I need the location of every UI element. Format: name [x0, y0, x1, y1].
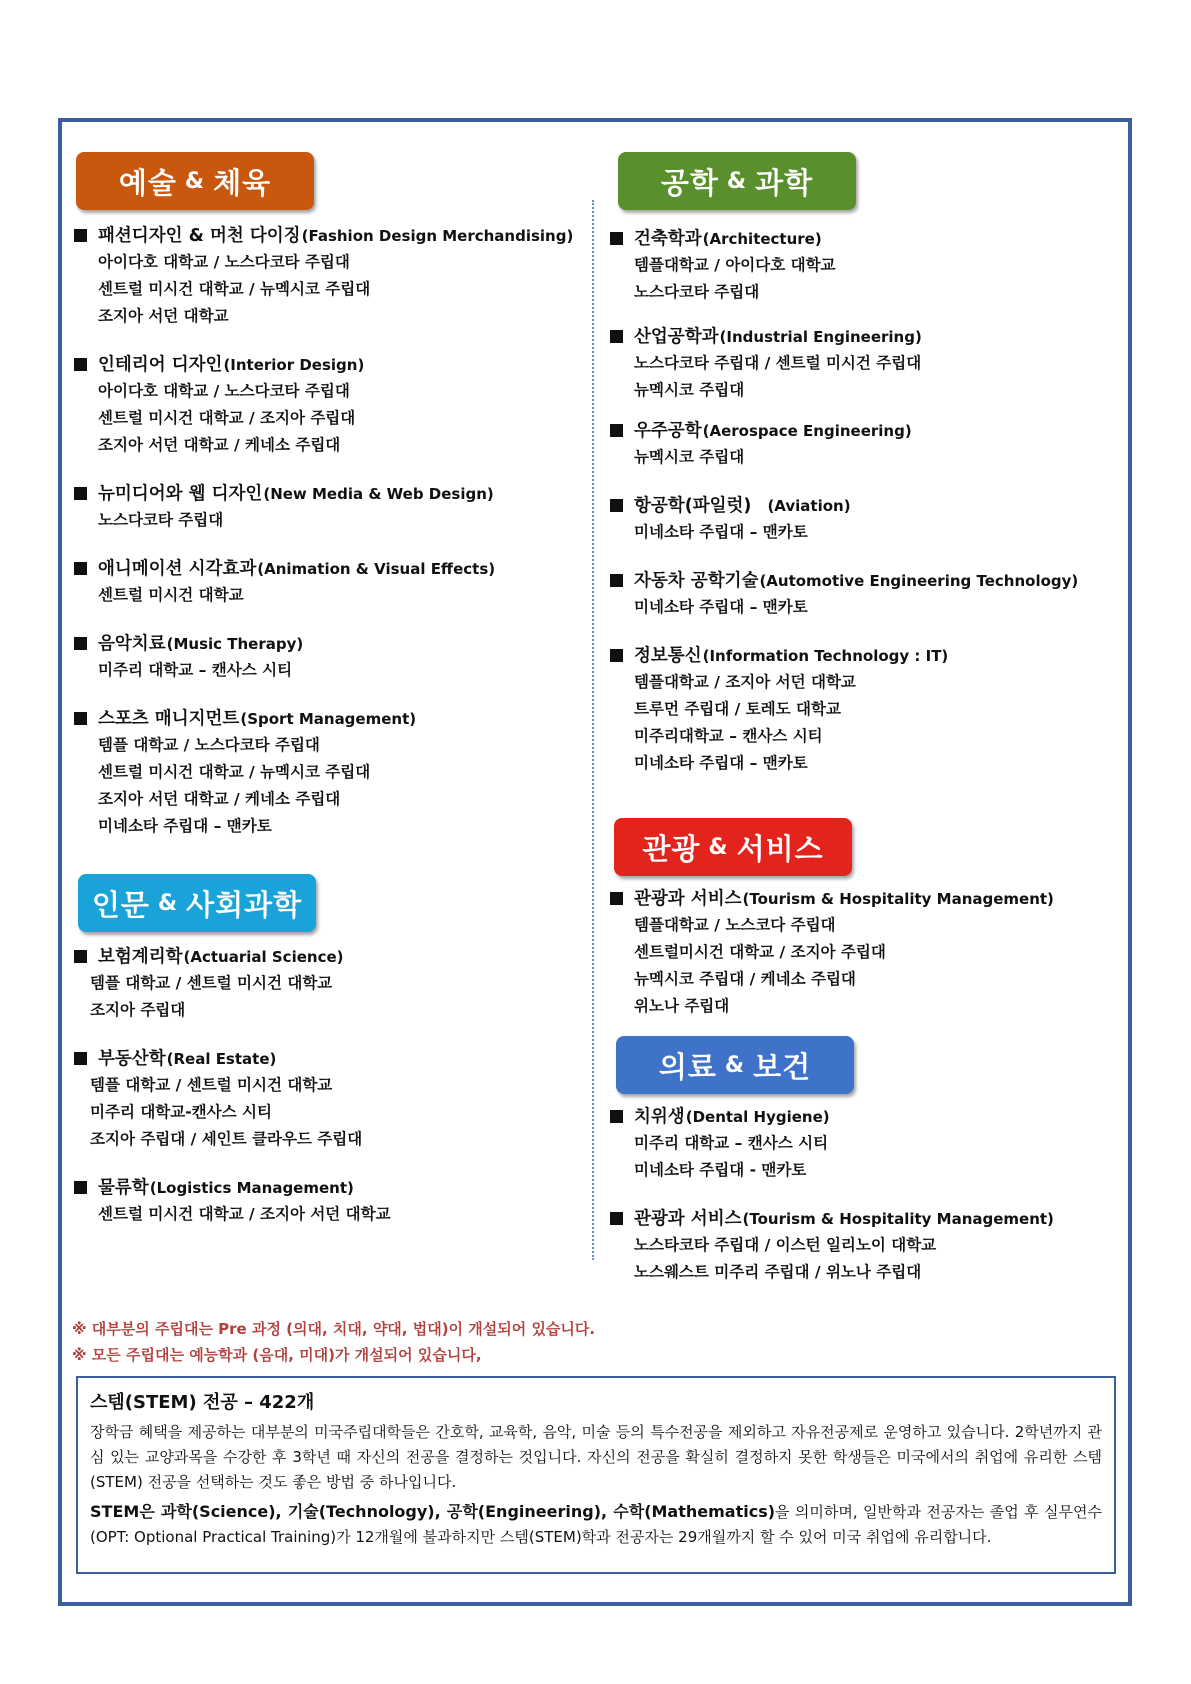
- bullet-square-icon: [74, 562, 87, 575]
- major-tourism-hospitality: 관광과 서비스 (Tourism & Hospitality Management) 템플대학교 / 노스코다 주립대 센트럴미시건 대학교 / 조지아 주립대 뉴멕시코 주립대 / 케네소 주립대 위노나 주립대: [610, 886, 1054, 1020]
- banner-engineering-science: 공학 & 과학: [618, 152, 856, 210]
- bullet-square-icon: [74, 487, 87, 500]
- bullet-square-icon: [74, 637, 87, 650]
- bullet-square-icon: [610, 499, 623, 512]
- major-fashion: 패션디자인 & 머천 다이징 (Fashion Design Merchandising) 아이다호 대학교 / 노스다코타 주립대 센트럴 미시건 대학교 / 뉴멕시코 주립대 조지아 서던 대학교: [74, 223, 573, 330]
- stem-paragraph-2: [90, 1499, 1102, 1550]
- major-logistics: 물류학 (Logistics Management) 센트럴 미시건 대학교 / 조지아 서던 대학교: [74, 1175, 391, 1228]
- major-industrial-eng: 산업공학과 (Industrial Engineering) 노스다코타 주립대 / 센트럴 미시건 주립대 뉴멕시코 주립대: [610, 324, 1078, 404]
- left-column-arts: [74, 223, 573, 862]
- stem-definition: STEM은 과학(Science), 기술(Technology), 공학(Engineering), 수학(Mathematics): [90, 1502, 776, 1521]
- major-new-media: 뉴미디어와 웹 디자인 (New Media & Web Design) 노스다코타 주립대: [74, 481, 573, 534]
- major-music-therapy: 음악치료 (Music Therapy) 미주리 대학교 – 캔사스 시티: [74, 631, 573, 684]
- column-divider: [592, 200, 594, 1260]
- banner-humanities-social: 인문 & 사회과학: [78, 874, 316, 932]
- stem-paragraph-1: 장학금 혜택을 제공하는 대부분의 미국주립대학들은 간호학, 교육학, 음악, 미술 등의 특수전공을 제외하고 자유전공제로 운영하고 있습니다. 2학년까지 관심 있는 교양과목을 수강한 후 3학년 때 자신의 전공을 결정하는 것입니다. 자신의 전공을 확실히 결정하지 못한 학생들은 미국에서의 취업에 유리한 스템(STEM) 전공을 선택하는 것도 좋은 방법 중 하나입니다.: [90, 1423, 1102, 1491]
- major-real-estate: 부동산학 (Real Estate) 템플 대학교 / 센트럴 미시건 대학교 미주리 대학교-캔사스 시티 조지아 주립대 / 세인트 클라우드 주립대: [74, 1046, 391, 1153]
- major-information-tech: 정보통신 (Information Technology : IT) 템플대학교 / 조지아 서던 대학교 트루먼 주립대 / 토레도 대학교 미주리대학교 – 캔사스 시티 미네소타 주립대 – 맨카토: [610, 643, 1078, 777]
- banner-tourism-service: 관광 & 서비스: [614, 818, 852, 876]
- footnote-pre-programs: ※ 대부분의 주립대는 Pre 과정 (의대, 치대, 약대, 법대)이 개설되어 있습니다.: [72, 1320, 596, 1338]
- bullet-square-icon: [74, 712, 87, 725]
- bullet-square-icon: [610, 330, 623, 343]
- major-interior-design: 인테리어 디자인 (Interior Design) 아이다호 대학교 / 노스다코타 주립대 센트럴 미시건 대학교 / 조지아 주립대 조지아 서던 대학교 / 케네소 주립대: [74, 352, 573, 459]
- right-column-engineering: [610, 226, 1078, 799]
- stem-title: 스템(STEM) 전공 – 422개: [90, 1392, 315, 1413]
- major-architecture: 건축학과 (Architecture) 템플대학교 / 아이다호 대학교 노스다코타 주립대: [610, 226, 1078, 306]
- major-animation: 애니메이션 시각효과 (Animation & Visual Effects) 센트럴 미시건 대학교: [74, 556, 573, 609]
- bullet-square-icon: [74, 358, 87, 371]
- footnote-arts-programs: ※ 모든 주립대는 예능학과 (음대, 미대)가 개설되어 있습니다,: [72, 1346, 482, 1364]
- major-automotive: 자동차 공학기술 (Automotive Engineering Technology) 미네소타 주립대 – 맨카토: [610, 568, 1078, 621]
- bullet-square-icon: [610, 424, 623, 437]
- bullet-square-icon: [610, 232, 623, 245]
- major-tourism-hospitality-2: 관광과 서비스 (Tourism & Hospitality Management) 노스타코타 주립대 / 이스턴 일리노이 대학교 노스웨스트 미주리 주립대 / 위노나 주립대: [610, 1206, 1054, 1286]
- bullet-square-icon: [610, 892, 623, 905]
- banner-medical-health: 의료 & 보건: [616, 1036, 854, 1094]
- major-sport-management: 스포츠 매니지먼트 (Sport Management) 템플 대학교 / 노스다코타 주립대 센트럴 미시건 대학교 / 뉴멕시코 주립대 조지아 서던 대학교 / 케네소 주립대 미네소타 주립대 – 맨카토: [74, 706, 573, 840]
- bullet-square-icon: [610, 1110, 623, 1123]
- stem-opt-text: 을 의미하며, 일반학과 전공자는 졸업 후 실무연수(OPT: Optional Practical Training)가 12개월에 불과하지만 스템(STEM)학과 전공자는 29개월까지 할 수 있어 미국 취업에 유리합니다.: [90, 1503, 1102, 1546]
- bullet-square-icon: [610, 649, 623, 662]
- banner-arts-sports: 예술 & 체육: [76, 152, 314, 210]
- major-aviation: 항공학(파일럿) (Aviation) 미네소타 주립대 – 맨카토: [610, 493, 1078, 546]
- right-column-tourism: [610, 886, 1054, 1042]
- bullet-square-icon: [610, 574, 623, 587]
- major-dental-hygiene: 치위생 (Dental Hygiene) 미주리 대학교 – 캔사스 시티 미네소타 주립대 - 맨카토: [610, 1104, 1054, 1184]
- major-aerospace: 우주공학 (Aerospace Engineering) 뉴멕시코 주립대: [610, 418, 1078, 471]
- right-column-medical: [610, 1104, 1054, 1308]
- bullet-square-icon: [74, 1181, 87, 1194]
- major-actuarial: 보험계리학 (Actuarial Science) 템플 대학교 / 센트럴 미시건 대학교 조지아 주립대: [74, 944, 391, 1024]
- stem-info-box: [76, 1376, 1116, 1574]
- bullet-square-icon: [74, 229, 87, 242]
- bullet-square-icon: [610, 1212, 623, 1225]
- footnotes: [72, 1316, 595, 1368]
- bullet-square-icon: [74, 1052, 87, 1065]
- bullet-square-icon: [74, 950, 87, 963]
- left-column-humanities: [74, 944, 391, 1250]
